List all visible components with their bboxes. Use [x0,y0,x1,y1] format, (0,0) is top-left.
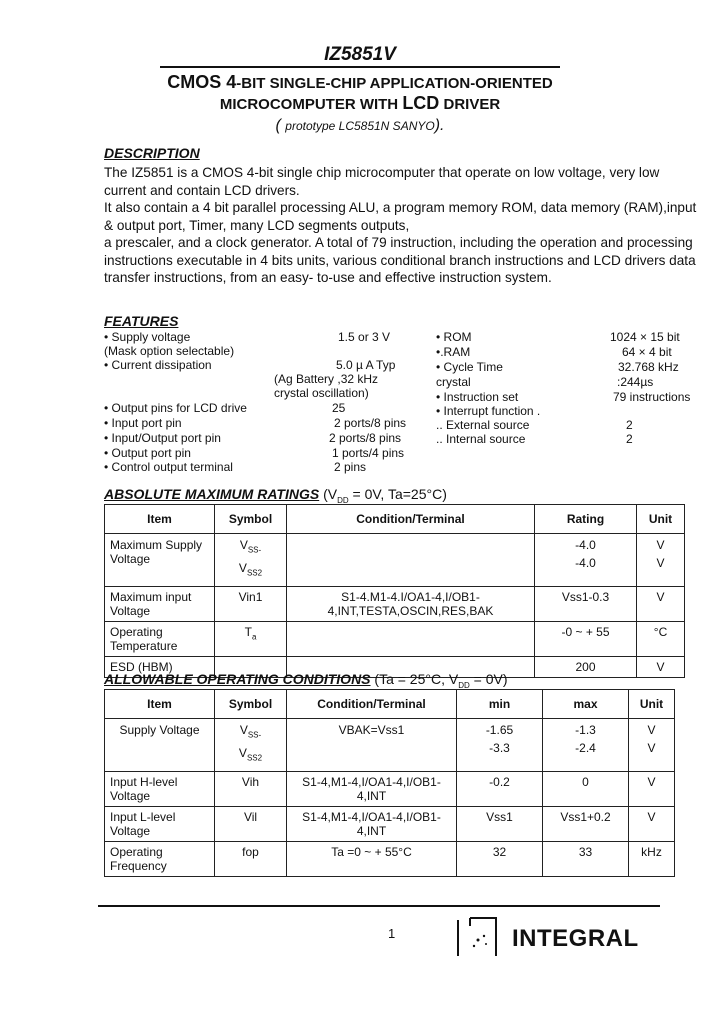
feature-label: • Instruction set [436,390,519,404]
cell-unit: V [629,806,675,841]
feature-label: • Control output terminal [104,460,233,474]
cell-symbol: Vil [215,806,287,841]
feature-value: 25 [332,401,346,415]
feature-label: • Input/Output port pin [104,431,221,445]
prototype-open: ( [275,117,286,134]
cell-item: Operating Frequency [105,841,215,876]
cell-rating: 200 [535,656,637,677]
col-header: Symbol [215,690,287,719]
cell-symbol: Vih [215,771,287,806]
op-cond-title [104,671,508,690]
features-heading: FEATURES [104,313,179,329]
brand-name: INTEGRAL [512,925,639,952]
feature-value: 32.768 kHz [618,360,679,374]
abs-max-title [104,486,447,505]
footer-rule [98,905,660,907]
description-p2: It also contain a 4 bit parallel processing ALU, a program memory ROM, data memory (RAM),input & output port, Timer, many LCD segments outputs, [104,200,697,233]
feature-label: • Current dissipation [104,358,212,372]
cell-condition [287,534,535,587]
abs-max-cond-b: = 0V, Ta=25°C) [348,486,447,502]
subtitle-lcd: LCD [402,93,440,113]
cell-condition [287,621,535,656]
subtitle-driver: DRIVER [439,96,501,113]
table-row [105,719,675,772]
feature-value: (Ag Battery ,32 kHz [274,372,379,386]
cell-condition: S1-4,M1-4,I/OA1-4,I/OB1-4,INT [287,806,457,841]
table-row [105,771,675,806]
description-p3: a prescaler, and a clock generator. A total of 79 instruction, including the operation and processing instructions executable in 4 bits units, various conditional branch instructions and LCD drivers data transfer instructions, from an easy- to-use and effective instruction system. [104,235,696,285]
feature-value: 64 × 4 bit [622,345,672,359]
col-header: Unit [637,505,685,534]
feature-value: 2 ports/8 pins [334,416,407,430]
description-p1: The IZ5851 is a CMOS 4-bit single chip microcomputer that operate on low voltage, very low current and contain LCD drivers. [104,165,660,198]
document-title: IZ5851V [324,44,396,65]
op-cond-heading: ALLOWABLE OPERATING CONDITIONS [104,671,371,687]
cell-rating: Vss1-0.3 [535,586,637,621]
cell-condition: S1-4,M1-4,I/OA1-4,I/OB1-4,INT [287,771,457,806]
col-header: max [543,690,629,719]
table-row [105,586,685,621]
feature-label: .. Internal source [436,432,526,446]
cell-min: Vss1 [457,806,543,841]
col-header: Item [105,690,215,719]
feature-label: • Output pins for LCD drive [104,401,247,415]
table-header-row [105,505,685,534]
op-cond-cond-b: = 0V) [469,671,508,687]
cell-unit: V [637,656,685,677]
col-header: min [457,690,543,719]
title-underline [160,66,560,68]
feature-label: • Cycle Time [436,360,503,374]
op-cond-cond-sub: DD [458,680,470,690]
feature-label: • Output port pin [104,446,191,460]
col-header: Symbol [215,505,287,534]
cell-symbol: $T_a$ [215,621,287,656]
table-row [105,534,685,587]
cell-max: -1.3 -2.4 [543,719,629,772]
cell-unit: V V [629,719,675,772]
table-row [105,621,685,656]
col-header: Unit [629,690,675,719]
feature-value: :244µs [617,375,654,389]
description-heading: DESCRIPTION [104,145,200,161]
feature-label: crystal [436,375,471,389]
cell-min: -0.2 [457,771,543,806]
subtitle-rest-1: -BIT SINGLE-CHIP APPLICATION-ORIENTED [236,75,553,92]
integral-logo-icon [456,916,498,958]
cell-item: Input L-level Voltage [105,806,215,841]
cell-item: Maximum Supply Voltage [105,534,215,587]
subtitle-rest-2: MICROCOMPUTER WITH [219,96,403,113]
cell-min: -1.65 -3.3 [457,719,543,772]
feature-label: • Supply voltage [104,330,191,344]
feature-label: • Interrupt function . [436,404,541,418]
feature-label: (Mask option selectable) [104,344,235,358]
feature-value: 5.0 µ A Typ [336,358,396,372]
feature-value: 1.5 or 3 V [338,330,391,344]
feature-value: crystal oscillation) [274,386,369,400]
feature-label: .. External source [436,418,530,432]
cell-symbol: fop [215,841,287,876]
cell-item: Maximum input Voltage [105,586,215,621]
abs-max-cond-a: (V [319,486,338,502]
cell-item: ESD (HBM) [105,656,215,677]
cell-symbol: Vin1 [215,586,287,621]
feature-label: • ROM [436,330,472,344]
op-cond-cond-a: (Ta = 25°C, V [370,671,459,687]
table-header-row [105,690,675,719]
subtitle-line-2 [0,93,720,114]
cell-rating: -4.0 -4.0 [535,534,637,587]
feature-value: 2 [626,432,633,446]
cell-condition: VBAK=Vss1 [287,719,457,772]
subtitle-line-1 [0,72,720,93]
prototype-close: ). [434,117,445,134]
feature-label: •.RAM [436,345,471,359]
cell-symbol: $V_{SS-}$ $V_{SS2}$ [215,719,287,772]
cell-unit: kHz [629,841,675,876]
subtitle-cmos: CMOS 4 [167,72,237,92]
cell-item: Supply Voltage [105,719,215,772]
abs-max-table [104,504,685,678]
abs-max-cond-sub: DD [337,495,349,505]
feature-value: 2 [626,418,633,432]
prototype-text: prototype LC5851N SANYO [285,119,435,133]
feature-value: 1 ports/4 pins [332,446,405,460]
table-row [105,841,675,876]
cell-min: 32 [457,841,543,876]
cell-max: 0 [543,771,629,806]
prototype-note [0,117,720,135]
cell-max: 33 [543,841,629,876]
cell-max: Vss1+0.2 [543,806,629,841]
cell-item: Operating Temperature [105,621,215,656]
cell-condition: S1-4.M1-4.I/OA1-4,I/OB1-4,INT,TESTA,OSCIN,RES,BAK [287,586,535,621]
feature-value: 2 pins [334,460,367,474]
table-row [105,806,675,841]
col-header: Condition/Terminal [287,690,457,719]
page-number: 1 [388,926,396,941]
cell-unit: °C [637,621,685,656]
feature-label: • Input port pin [104,416,182,430]
feature-value: 1024 × 15 bit [610,330,680,344]
col-header: Rating [535,505,637,534]
cell-symbol: $V_{SS-}$ $V_{SS2}$ [215,534,287,587]
cell-unit: V [629,771,675,806]
col-header: Item [105,505,215,534]
abs-max-heading: ABSOLUTE MAXIMUM RATINGS [104,486,320,502]
cell-unit: V [637,586,685,621]
col-header: Condition/Terminal [287,505,535,534]
cell-rating: -0 ~ + 55 [535,621,637,656]
feature-value: 79 instructions [613,390,691,404]
cell-condition: Ta =0 ~ + 55°C [287,841,457,876]
op-cond-table [104,689,675,877]
cell-unit: V V [637,534,685,587]
cell-item: Input H-level Voltage [105,771,215,806]
feature-value: 2 ports/8 pins [329,431,402,445]
